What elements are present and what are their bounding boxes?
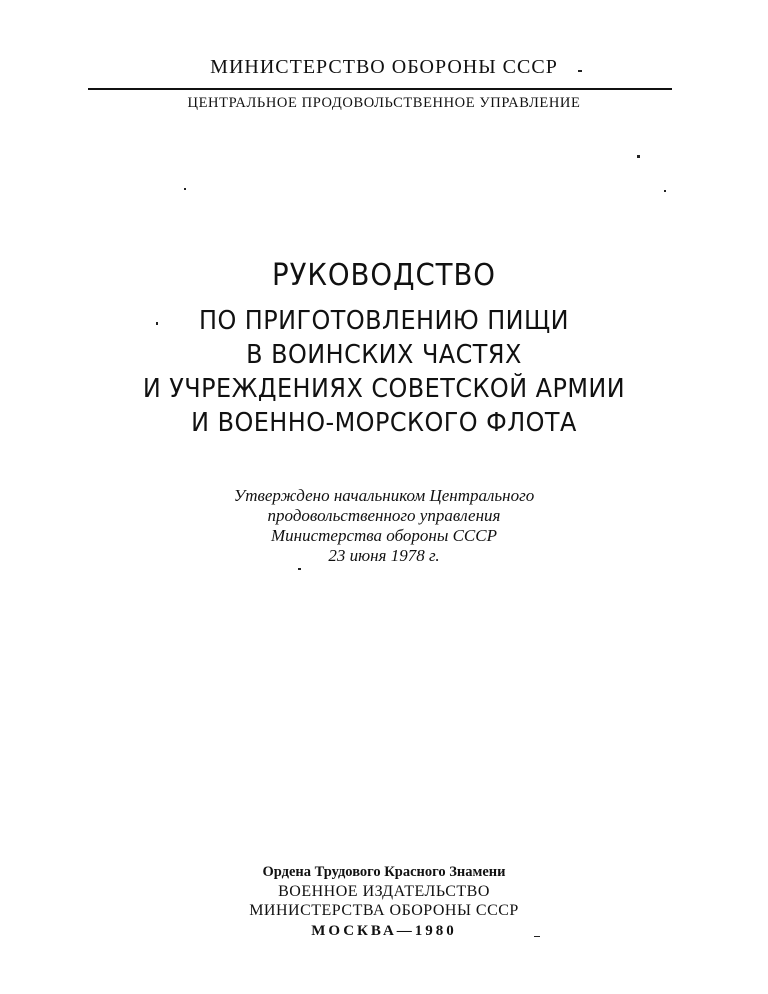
approval-line: Министерства обороны СССР bbox=[271, 526, 497, 545]
title-line: И ВОЕННО-МОРСКОГО ФЛОТА bbox=[191, 408, 577, 438]
directorate-heading: ЦЕНТРАЛЬНОЕ ПРОДОВОЛЬСТВЕННОЕ УПРАВЛЕНИЕ bbox=[187, 95, 581, 111]
ministry-heading: МИНИСТЕРСТВО ОБОРОНЫ СССР bbox=[210, 56, 558, 78]
header-divider bbox=[88, 88, 672, 90]
scan-speck bbox=[578, 70, 582, 72]
publisher-city-year: МОСКВА—1980 bbox=[311, 923, 457, 939]
approval-line: Утверждено начальником Центрального bbox=[233, 486, 535, 505]
scan-speck bbox=[637, 155, 640, 158]
book-title bbox=[0, 256, 768, 440]
approval-line: продовольственного управления bbox=[267, 506, 501, 525]
title-line: В ВОИНСКИХ ЧАСТЯХ bbox=[246, 340, 522, 370]
publisher-ministry: МИНИСТЕРСТВА ОБОРОНЫ СССР bbox=[249, 902, 519, 919]
publisher-block bbox=[0, 862, 768, 942]
scan-speck bbox=[298, 568, 301, 570]
scan-speck bbox=[534, 936, 540, 937]
publisher-name: ВОЕННОЕ ИЗДАТЕЛЬСТВО bbox=[278, 883, 490, 900]
title-line: ПО ПРИГОТОВЛЕНИЮ ПИЩИ bbox=[198, 306, 569, 336]
scan-speck bbox=[156, 322, 158, 325]
scan-speck bbox=[184, 188, 186, 190]
title-line: И УЧРЕЖДЕНИЯХ СОВЕТСКОЙ АРМИИ bbox=[142, 374, 626, 404]
title-main: РУКОВОДСТВО bbox=[272, 258, 496, 293]
approval-date: 23 июня 1978 г. bbox=[328, 546, 440, 565]
publisher-order: Ордена Трудового Красного Знамени bbox=[262, 864, 506, 880]
approval-note bbox=[0, 486, 768, 566]
scan-speck bbox=[664, 190, 666, 192]
